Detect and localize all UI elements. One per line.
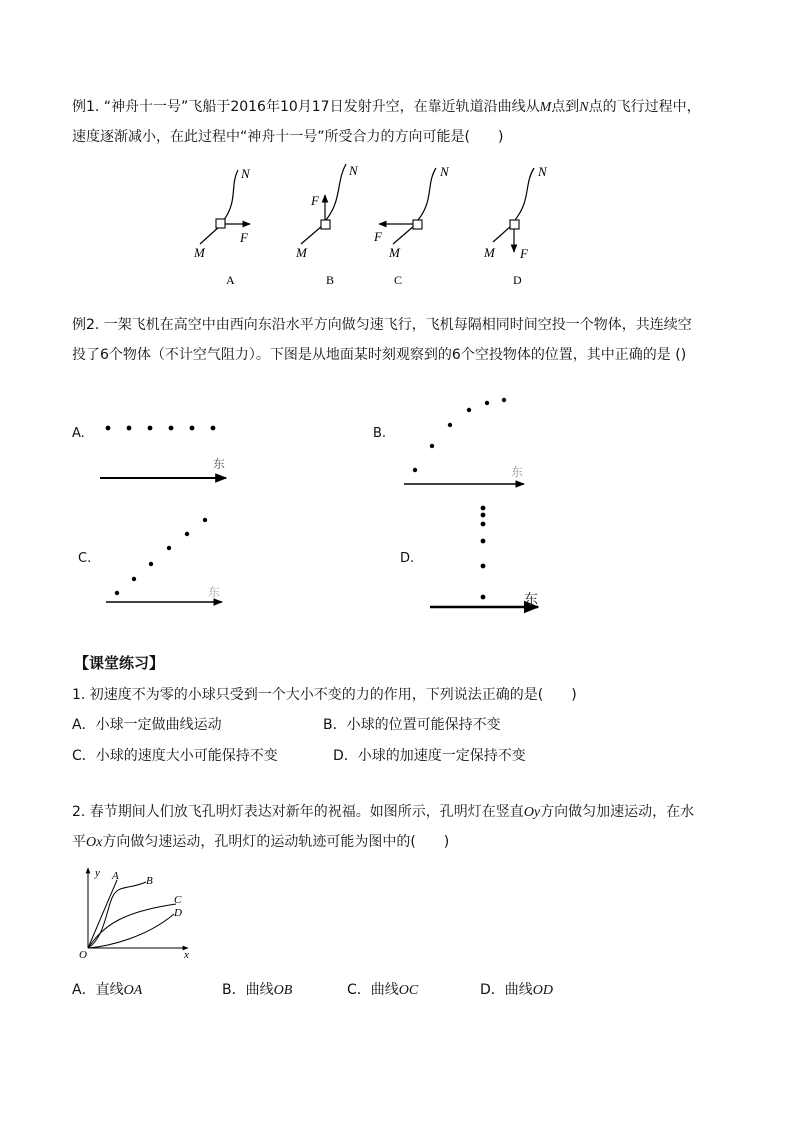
ex2-d-east: 东 (524, 593, 538, 608)
q1-option-b: B．小球的位置可能保持不变 (323, 717, 501, 733)
ex1-d-f: F (520, 246, 528, 261)
q2-graph-d: D (174, 907, 182, 919)
ex1-text-b: 点到 (551, 99, 580, 115)
q2-graph-b: B (146, 875, 153, 887)
drop-dot (148, 426, 153, 431)
drop-dot (502, 398, 506, 402)
ex1-panel-c (373, 164, 450, 287)
q2-option-d (480, 979, 553, 999)
ex1-a-f: F (240, 230, 248, 245)
drop-dot (115, 591, 119, 595)
ex1-a-m: M (194, 245, 205, 260)
ex1-d-n: N (538, 164, 547, 179)
ex2-label-b: B. (373, 426, 387, 441)
line-oa (88, 880, 117, 948)
ex1-b-f: F (311, 193, 319, 208)
ex1-d-letter: D (513, 273, 522, 287)
ex1-panel-a (193, 166, 251, 287)
drop-dot (481, 539, 486, 544)
ex1-text-c: 点的飞行过程中， (588, 99, 701, 115)
drop-dot (481, 513, 486, 518)
ex1-b-n: N (349, 163, 358, 178)
ex1-b-letter: B (326, 273, 335, 287)
drop-dot (448, 423, 452, 427)
q2-text-d: 方向做匀速运动，孔明灯的运动轨迹可能为图中的( ) (102, 834, 450, 850)
ex2-c-east: 东 (208, 585, 221, 599)
ex1-line2: 速度逐渐减小，在此过程中“神舟十一号”所受合力的方向可能是( ) (72, 129, 504, 145)
q2-line1 (72, 801, 694, 821)
q2-axis-oy: Oy (523, 805, 541, 820)
ex2-label-a: A. (72, 426, 85, 441)
drop-dot (481, 564, 486, 569)
q2-option-b-text: B．曲线 (222, 982, 274, 998)
q2-graph-y: y (95, 867, 100, 879)
ex1-c-letter: C (394, 273, 403, 287)
ex1-d-m: M (484, 245, 495, 260)
ex1-c-m: M (389, 245, 400, 260)
ex1-c-n: N (440, 164, 449, 179)
drop-dot (167, 546, 171, 550)
drop-dot (467, 408, 471, 412)
q2-option-c-text: C．曲线 (347, 982, 399, 998)
ex2-option-b (404, 398, 524, 484)
ex1-panel-b (295, 163, 359, 287)
ex1-text-a: 例1. “神舟十一号”飞船于2016年10月17日发射升空，在靠近轨道沿曲线从 (72, 99, 540, 115)
ex2-label-d: D. (400, 551, 415, 566)
ex2-line1: 例2. 一架飞机在高空中由西向东沿水平方向做匀速飞行，飞机每隔相同时间空投一个物体，共连续空 (72, 317, 692, 333)
q2-option-b-label: OB (273, 983, 293, 998)
q2-graph-c: C (174, 894, 182, 906)
drop-dot (203, 518, 207, 522)
drop-dot (127, 426, 132, 431)
drop-dot (169, 426, 174, 431)
drop-dot (485, 401, 489, 405)
q2-text-b: 方向做匀加速运动，在水 (540, 804, 695, 820)
q2-line2 (72, 831, 449, 851)
ex2-option-c (106, 518, 222, 602)
ex2-option-a (100, 426, 226, 478)
curve-oc (88, 904, 176, 948)
ex2-line2: 投了6个物体（不计空气阻力）。下图是从地面某时刻观察到的6个空投物体的位置，其中正确的是 () (72, 347, 687, 363)
q2-graph-x: x (184, 949, 189, 961)
q2-axis-ox: Ox (86, 835, 103, 850)
q1-option-a: A．小球一定做曲线运动 (72, 717, 222, 733)
q2-graph (79, 867, 189, 961)
ex2-a-east: 东 (213, 457, 226, 471)
drop-dot (481, 522, 486, 527)
q2-option-d-text: D．曲线 (480, 982, 533, 998)
ex2-option-d (430, 506, 538, 608)
drop-dot (481, 506, 486, 511)
curve-ob (88, 882, 146, 948)
ex1-a-n: N (241, 166, 250, 181)
drop-dot (430, 444, 434, 448)
q2-option-c (347, 979, 418, 999)
ex1-point-m: M (539, 100, 552, 115)
ex1-b-m: M (296, 245, 307, 260)
q1-option-c: C．小球的速度大小可能保持不变 (72, 748, 278, 764)
drop-dot (185, 532, 189, 536)
q1-option-d: D．小球的加速度一定保持不变 (333, 748, 526, 764)
ex1-c-f: F (374, 229, 382, 244)
drop-dot (481, 595, 486, 600)
ex2-b-east: 东 (511, 465, 524, 479)
drop-dot (132, 577, 136, 581)
q2-text-a: 2. 春节期间人们放飞孔明灯表达对新年的祝福。如图所示，孔明灯在竖直 (72, 804, 524, 820)
ex1-panel-d (483, 164, 548, 287)
ex1-a-letter: A (226, 273, 235, 287)
drop-dot (149, 562, 153, 566)
q2-option-c-label: OC (398, 983, 419, 998)
drop-dot (106, 426, 111, 431)
q2-option-d-label: OD (532, 983, 554, 998)
q2-graph-a: A (112, 870, 119, 882)
q2-text-c: 平 (72, 834, 86, 850)
drop-dot (211, 426, 216, 431)
drop-dot (413, 468, 417, 472)
q1-stem: 1. 初速度不为零的小球只受到一个大小不变的力的作用，下列说法正确的是( ) (72, 687, 577, 703)
drop-dot (190, 426, 195, 431)
q2-option-a (72, 979, 142, 999)
ex1-point-n: N (579, 100, 589, 115)
q2-option-a-text: A．直线 (72, 982, 124, 998)
q2-graph-o: O (79, 949, 87, 961)
ex2-label-c: C. (78, 551, 92, 566)
practice-heading: 【课堂练习】 (74, 654, 165, 672)
q2-option-a-label: OA (123, 983, 143, 998)
q2-option-b (222, 979, 292, 999)
